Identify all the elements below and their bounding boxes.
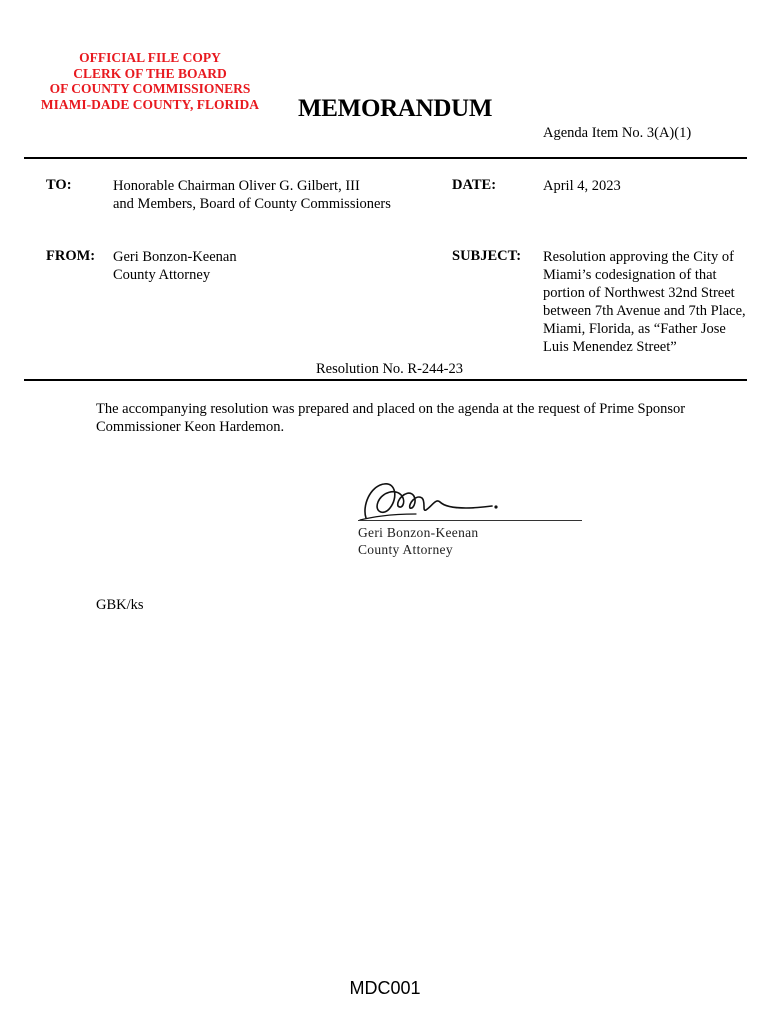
stamp-line: OFFICIAL FILE COPY (79, 50, 221, 65)
date-value: April 4, 2023 (543, 178, 621, 194)
to-recipients (113, 177, 391, 213)
from-line: County Attorney (113, 267, 211, 283)
signer-title: County Attorney (358, 542, 453, 557)
header-divider (24, 157, 747, 159)
to-label: TO: (46, 177, 72, 193)
official-file-copy-stamp (22, 50, 278, 112)
from-label: FROM: (46, 248, 96, 264)
subject-text: Resolution approving the City of Miami’s codesignation of that portion of Northwest 32nd Street between 7th Avenue and 7th Place, Miami, Florida, as “Father Jose Luis Menendez Street” (543, 249, 746, 355)
subject-divider (24, 379, 747, 381)
subject-label: SUBJECT: (452, 248, 522, 264)
signature-line (358, 520, 582, 521)
signature-block (358, 524, 478, 558)
stamp-line: MIAMI-DADE COUNTY, FLORIDA (40, 96, 260, 112)
memo-body: The accompanying resolution was prepared and placed on the agenda at the request of Prime Sponsor Commissioner Keon Hardemon. (96, 401, 686, 435)
from-sender (113, 248, 237, 284)
stamp-line: CLERK OF THE BOARD (73, 65, 227, 81)
typist-initials: GBK/ks (96, 597, 144, 613)
signature-image (356, 476, 516, 526)
from-line: Geri Bonzon-Keenan (113, 249, 237, 265)
document-code: MDC001 (349, 978, 421, 998)
resolution-number: Resolution No. R-244-23 (316, 361, 464, 377)
date-label: DATE: (452, 177, 497, 193)
signer-name: Geri Bonzon-Keenan (358, 525, 479, 540)
to-line: and Members, Board of County Commissioners (113, 196, 391, 212)
stamp-line: OF COUNTY COMMISSIONERS (49, 81, 251, 96)
memo-title: MEMORANDUM (298, 95, 493, 122)
subject-value (543, 248, 753, 356)
agenda-item-number: Agenda Item No. 3(A)(1) (543, 125, 692, 141)
to-line: Honorable Chairman Oliver G. Gilbert, III (113, 178, 360, 194)
